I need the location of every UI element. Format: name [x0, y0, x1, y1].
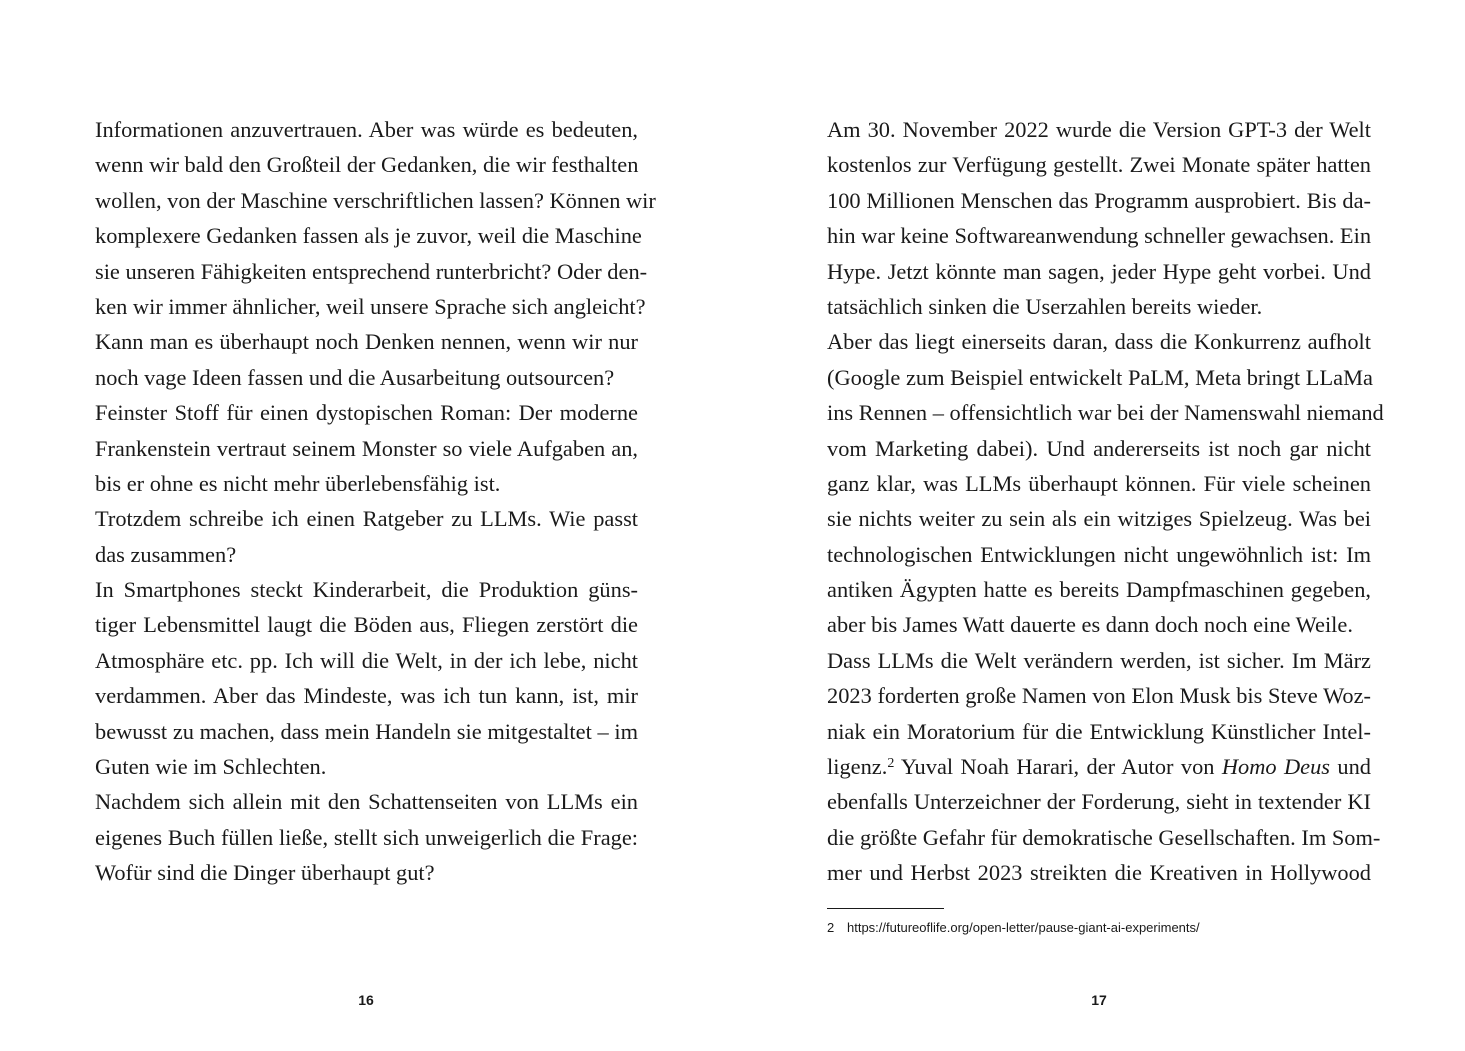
text-line: mer und Herbst 2023 streikten die Kreativen in Hollywood: [827, 860, 1371, 886]
footnote-number: 2: [827, 920, 835, 935]
text-line: sie nichts weiter zu sein als ein witziges Spielzeug. Was bei: [827, 506, 1371, 532]
text-line: Wofür sind die Dinger überhaupt gut?: [95, 860, 435, 886]
text-line: antiken Ägypten hatte es bereits Dampfmaschinen gegeben,: [827, 577, 1371, 603]
text-line: eigenes Buch füllen ließe, stellt sich unweigerlich die Frage:: [95, 824, 638, 850]
text-line: Aber das liegt einerseits daran, dass die Konkurrenz aufholt: [827, 329, 1371, 355]
text-line: Nachdem sich allein mit den Schattenseiten von LLMs ein: [95, 789, 638, 815]
text-line: Guten wie im Schlechten.: [95, 754, 327, 780]
text-line: niak ein Moratorium für die Entwicklung Künstlicher Intel-: [827, 718, 1371, 744]
text-line: Dass LLMs die Welt verändern werden, ist sicher. Im März: [827, 647, 1371, 673]
italic-title: Homo Deus: [1221, 754, 1331, 780]
text-line: ken wir immer ähnlicher, weil unsere Sprache sich angleicht?: [95, 293, 646, 319]
text-line: Trotzdem schreibe ich einen Ratgeber zu LLMs. Wie passt: [95, 506, 638, 532]
text-line: technologischen Entwicklungen nicht ungewöhnlich ist: Im: [827, 541, 1371, 567]
text-line: wollen, von der Maschine verschriftlichen lassen? Können wir: [95, 187, 656, 213]
text-line: ganz klar, was LLMs überhaupt können. Für viele scheinen: [827, 470, 1371, 496]
text-line: [827, 749, 1371, 784]
right-page: [732, 0, 1465, 1051]
text-line: aber bis James Watt dauerte es dann doch noch eine Weile.: [827, 612, 1353, 638]
text-line: Informationen anzuvertrauen. Aber was würde es bedeuten,: [95, 117, 638, 142]
text-line: das zusammen?: [95, 541, 237, 567]
text-line: bis er ohne es nicht mehr überlebensfähig ist.: [95, 470, 501, 496]
text-line: (Google zum Beispiel entwickelt PaLM, Meta bringt LLaMa: [827, 364, 1373, 390]
text-segment: Yuval Noah Harari, der Autor von: [894, 754, 1222, 780]
text-line: die größte Gefahr für demokratische Gesellschaften. Im Som-: [827, 824, 1381, 850]
text-segment: ligenz.: [827, 754, 888, 780]
right-page-body-text: [827, 112, 1384, 891]
text-line: wenn wir bald den Großteil der Gedanken, die wir festhalten: [95, 152, 639, 178]
text-line: Kann man es überhaupt noch Denken nennen, wenn wir nur: [95, 329, 638, 355]
footnote: [827, 918, 1200, 938]
footnote-reference: 2: [887, 756, 895, 772]
text-line: vom Marketing dabei). Und andererseits ist noch gar nicht: [827, 435, 1371, 461]
text-line: Am 30. November 2022 wurde die Version GPT-3 der Welt: [827, 117, 1371, 142]
footnote-link-text: https://futureoflife.org/open-letter/pause-giant-ai-experiments/: [847, 920, 1200, 935]
text-line: Feinster Stoff für einen dystopischen Roman: Der moderne: [95, 400, 638, 426]
text-line: ebenfalls Unterzeichner der Forderung, sieht in textender KI: [827, 789, 1371, 815]
text-line: Hype. Jetzt könnte man sagen, jeder Hype geht vorbei. Und: [827, 258, 1371, 284]
text-line: komplexere Gedanken fassen als je zuvor, weil die Maschine: [95, 223, 642, 249]
text-line: tiger Lebensmittel laugt die Böden aus, Fliegen zerstört die: [95, 612, 638, 638]
footnote-divider: [827, 908, 944, 909]
right-page-number: 17: [1091, 992, 1107, 1008]
text-segment: und: [1330, 754, 1371, 780]
text-line: bewusst zu machen, dass mein Handeln sie mitgestaltet – im: [95, 718, 638, 744]
text-line: verdammen. Aber das Mindeste, was ich tun kann, ist, mir: [95, 683, 638, 709]
text-line: kostenlos zur Verfügung gestellt. Zwei Monate später hatten: [827, 152, 1371, 178]
text-line: sie unseren Fähigkeiten entsprechend runterbricht? Oder den-: [95, 258, 648, 284]
text-line: Frankenstein vertraut seinem Monster so viele Aufgaben an,: [95, 435, 638, 461]
left-page-number: 16: [358, 992, 374, 1008]
left-page-body-text: [95, 112, 656, 891]
text-line: ins Rennen – offensichtlich war bei der Namenswahl niemand: [827, 400, 1384, 426]
text-line: In Smartphones steckt Kinderarbeit, die Produktion güns-: [95, 577, 638, 603]
text-line: tatsächlich sinken die Userzahlen bereits wieder.: [827, 293, 1263, 319]
text-line: 2023 forderten große Namen von Elon Musk bis Steve Woz-: [827, 683, 1371, 709]
text-line: 100 Millionen Menschen das Programm ausprobiert. Bis da-: [827, 187, 1371, 213]
text-line: noch vage Ideen fassen und die Ausarbeitung outsourcen?: [95, 364, 615, 390]
text-line: Atmosphäre etc. pp. Ich will die Welt, in der ich lebe, nicht: [95, 647, 638, 673]
text-line: hin war keine Softwareanwendung schneller gewachsen. Ein: [827, 223, 1372, 249]
